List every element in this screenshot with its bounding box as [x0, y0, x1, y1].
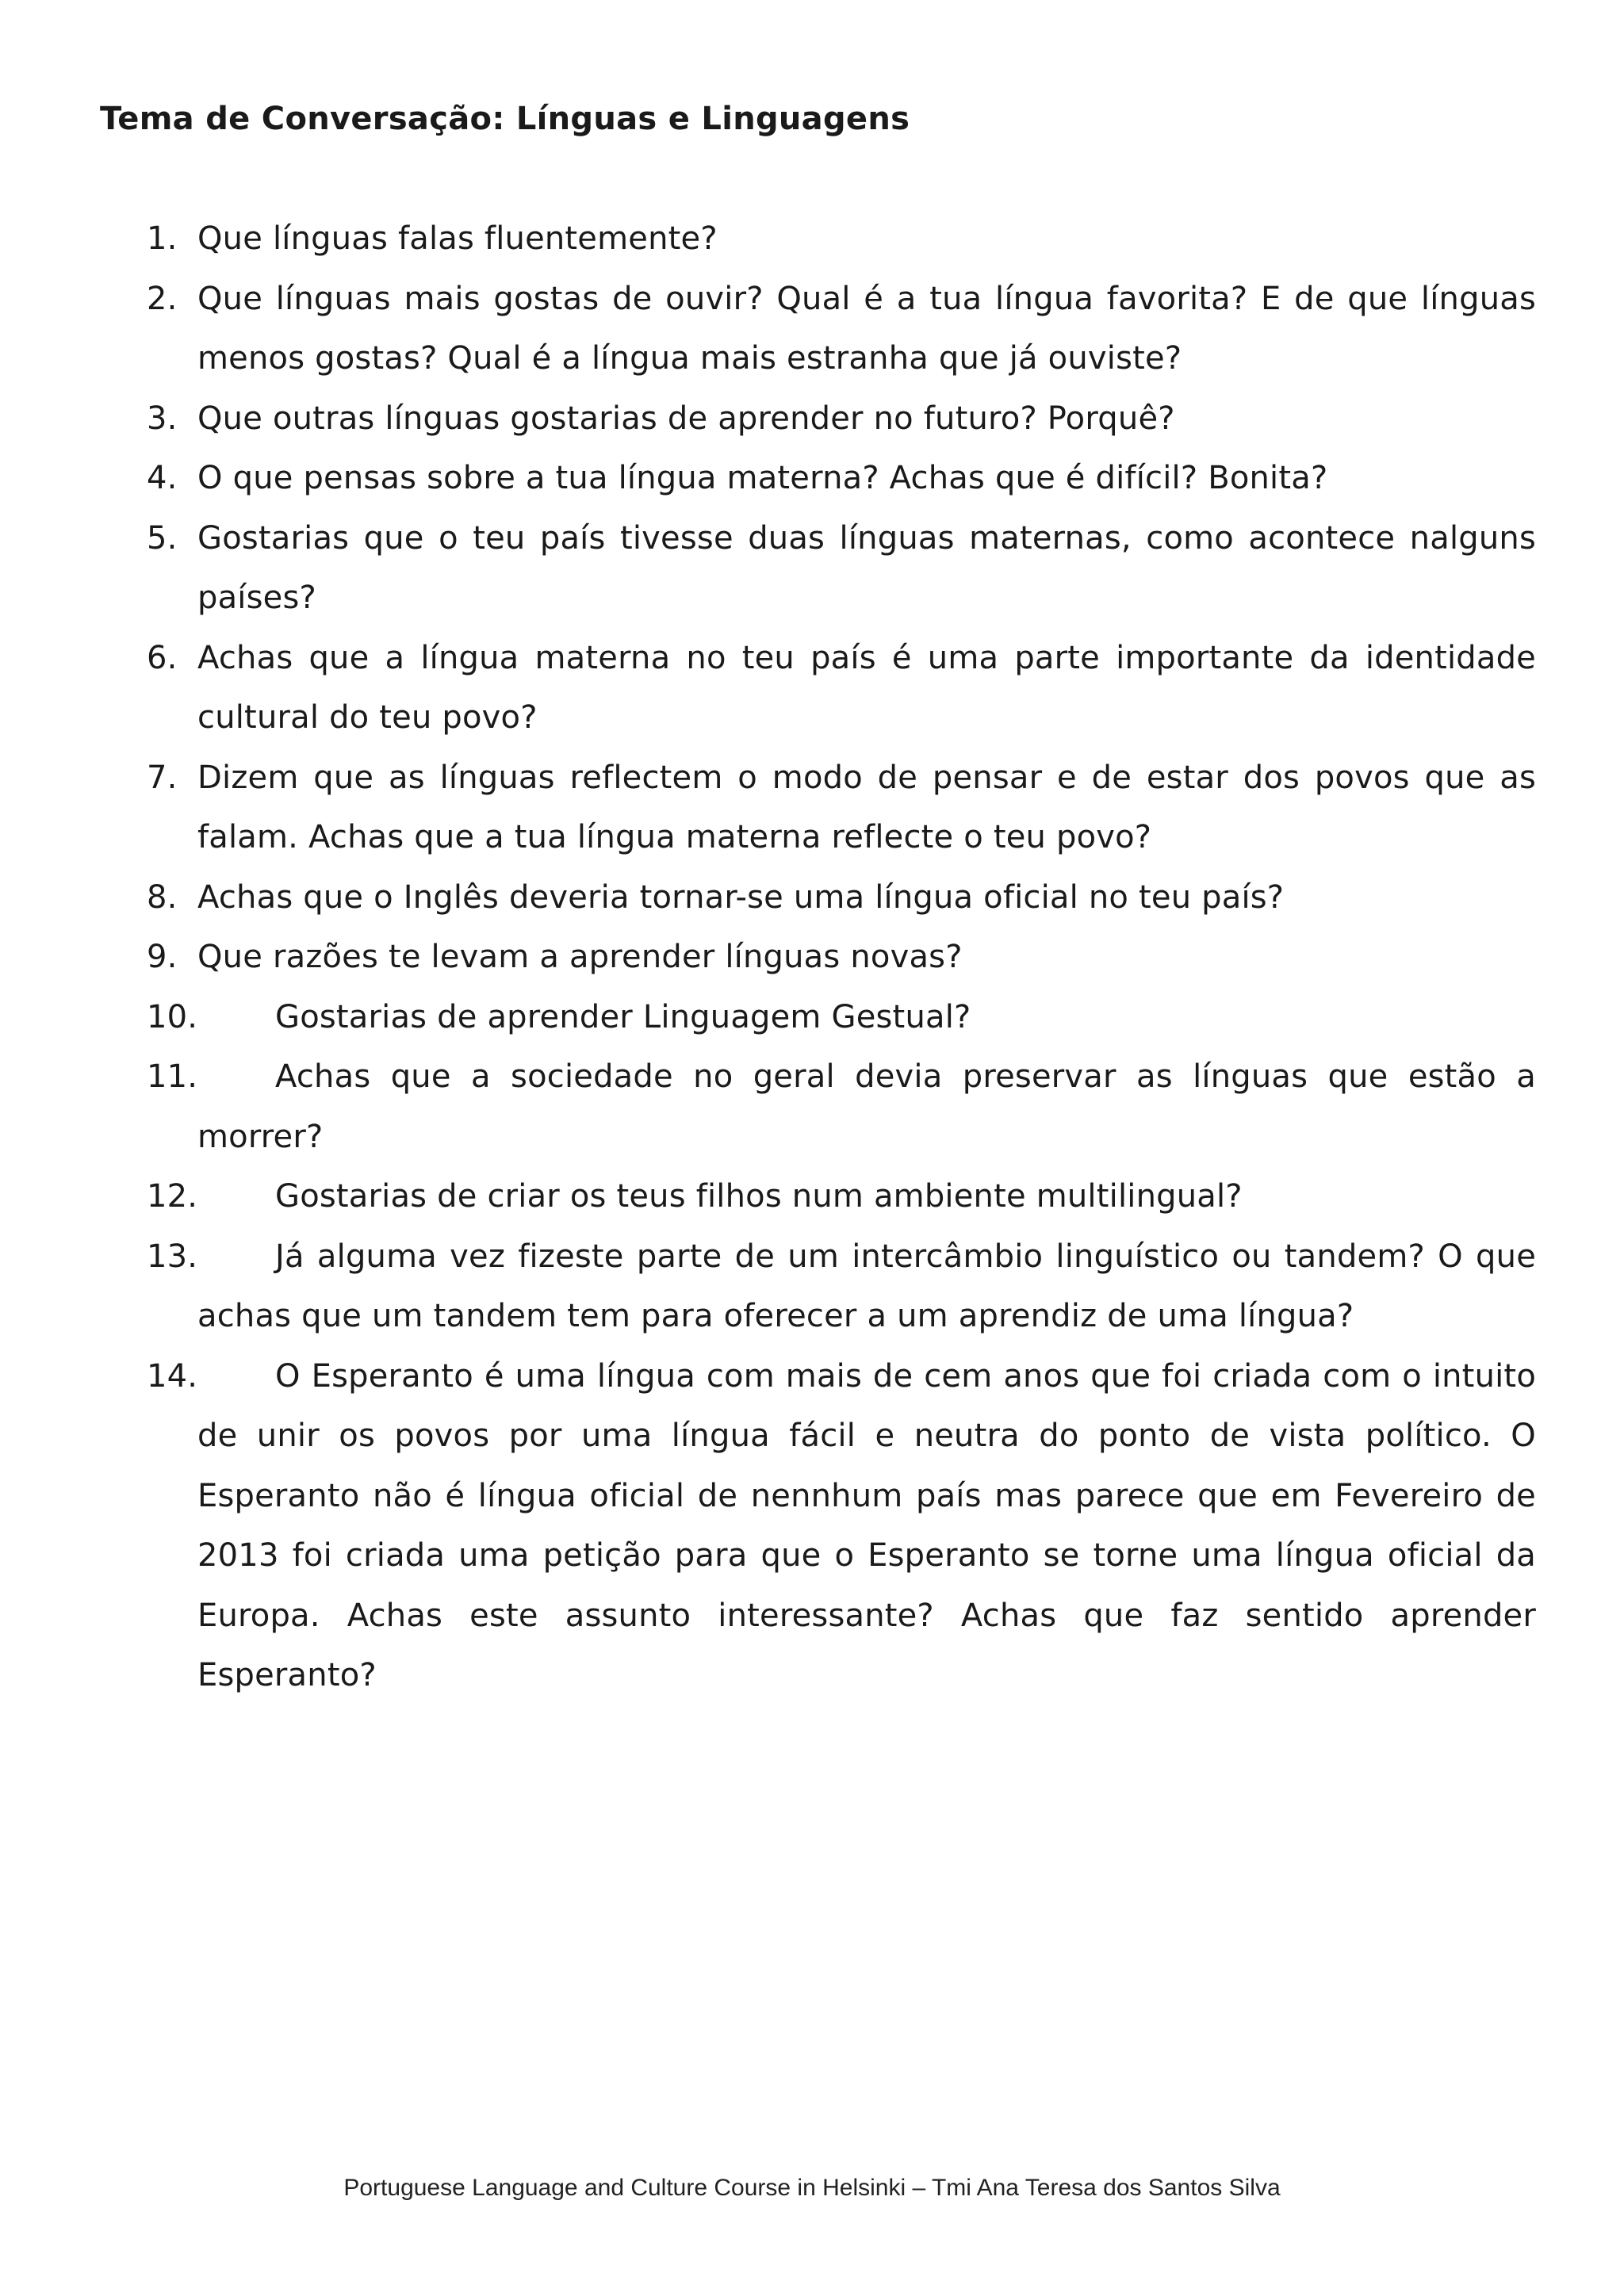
question-item-10	[147, 988, 1536, 1048]
question-number: 11.	[147, 1058, 198, 1095]
question-item-3	[147, 389, 1536, 450]
question-item-5	[147, 509, 1536, 629]
question-text: Achas que o Inglês deveria tornar-se uma língua oficial no teu país?	[197, 878, 1285, 916]
question-number: 8.	[147, 878, 178, 916]
question-text: O que pensas sobre a tua língua materna? Achas que é difícil? Bonita?	[197, 460, 1328, 496]
question-text: Dizem que as línguas reflectem o modo de pensar e de estar dos povos que as falam. Achas que a tua língua materna reflecte o teu povo?	[197, 759, 1536, 855]
question-item-11	[147, 1047, 1536, 1167]
question-number: 7.	[147, 759, 178, 796]
question-number: 3.	[147, 400, 178, 437]
question-number: 14.	[147, 1357, 198, 1395]
question-number: 13.	[147, 1238, 198, 1275]
question-number: 2.	[147, 280, 178, 317]
question-text: Gostarias que o teu país tivesse duas línguas maternas, como acontece nalguns países?	[197, 519, 1536, 616]
question-number: 9.	[147, 939, 178, 975]
question-item-7	[147, 748, 1536, 868]
question-text: Que línguas falas fluentemente?	[197, 220, 718, 257]
question-text: Que outras línguas gostarias de aprender no futuro? Porquê?	[197, 400, 1175, 437]
question-item-8	[147, 868, 1536, 928]
question-text: Achas que a língua materna no teu país é uma parte importante da identidade cultural do teu povo?	[197, 639, 1536, 736]
question-text: Já alguma vez fizeste parte de um intercâmbio linguístico ou tandem? O que achas que um tandem tem para oferecer a um aprendiz de uma língua?	[197, 1238, 1536, 1334]
question-number: 4.	[147, 460, 178, 496]
question-item-1	[147, 209, 1536, 270]
question-text: Que razões te levam a aprender línguas novas?	[197, 939, 963, 975]
question-item-14	[147, 1347, 1536, 1706]
question-text: Achas que a sociedade no geral devia preservar as línguas que estão a morrer?	[197, 1058, 1536, 1155]
question-item-6	[147, 629, 1536, 748]
question-item-2	[147, 270, 1536, 389]
question-text: O Esperanto é uma língua com mais de cem anos que foi criada com o intuito de unir os povos por uma língua fácil e neutra do ponto de vista político. O Esperanto não é língua oficial de nennhum país mas parece que em Fevereiro de 2013 foi criada uma petição para que o Esperanto se torne uma língua oficial da Europa. Achas este assunto interessante? Achas que faz sentido aprender Esperanto?	[197, 1357, 1536, 1693]
question-item-4	[147, 449, 1536, 509]
question-number: 12.	[147, 1178, 198, 1215]
question-item-12	[147, 1167, 1536, 1227]
page-title: Tema de Conversação: Línguas e Linguagens	[100, 101, 910, 137]
page-footer: Portuguese Language and Culture Course in Helsinki – Tmi Ana Teresa dos Santos Silva	[343, 2175, 1281, 2201]
question-number: 1.	[147, 220, 178, 257]
question-item-13	[147, 1227, 1536, 1347]
question-list	[147, 209, 1536, 1706]
question-text: Gostarias de aprender Linguagem Gestual?	[275, 998, 971, 1035]
question-number: 6.	[147, 639, 178, 676]
question-text: Que línguas mais gostas de ouvir? Qual é a tua língua favorita? E de que línguas menos gostas? Qual é a língua mais estranha que já ouviste?	[197, 280, 1536, 377]
question-number: 10.	[147, 998, 198, 1035]
question-item-9	[147, 928, 1536, 988]
question-number: 5.	[147, 519, 178, 557]
question-text: Gostarias de criar os teus filhos num ambiente multilingual?	[275, 1178, 1243, 1215]
